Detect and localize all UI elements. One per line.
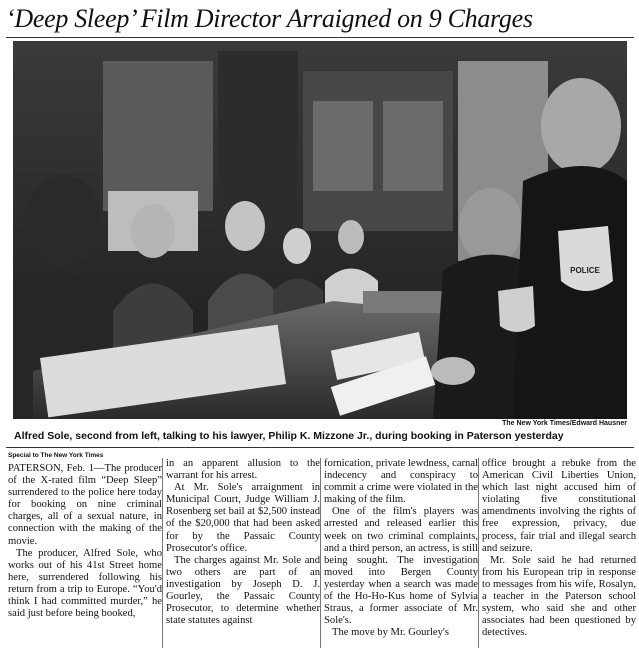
column-divider [162, 458, 163, 648]
photo-credit: The New York Times/Edward Hausner [502, 420, 627, 427]
special-credit: Special to The New York Times [8, 452, 104, 459]
police-patch-text: POLICE [570, 266, 600, 275]
booking-room-photo [13, 41, 627, 419]
article-paragraph: office brought a rebuke from the American Civil Liberties Union, which last night accused him of violating five constitutional amendments involving the rights of free expression, privacy, due process, fair trial and illegal search and seizure. [482, 458, 636, 554]
article-paragraph: PATERSON, Feb. 1—The producer of the X-rated film “Deep Sleep” surrendered to the police here today for booking on nine criminal charges, all of a sexual nature, in connection with the making of the movie. [8, 463, 162, 547]
article-paragraph: The charges against Mr. Sole and two others are part of an investigation by Joseph D. J. Gourley, the Passaic County Prosecutor, to determine whether state statutes against [166, 554, 320, 627]
article-paragraph: At Mr. Sole's arraignment in Municipal Court, Judge William J. Rosenberg set bail at $2,500 instead of the $20,000 that had been asked for by the Passaic County Prosecutor's office. [166, 482, 320, 554]
headline-rule [6, 37, 634, 38]
article-paragraph: in an apparent allusion to the warrant for his arrest. [166, 458, 320, 482]
article-column-2 [166, 458, 320, 648]
article-paragraph: The producer, Alfred Sole, who works out of his 41st Street home here, surrendered following his return from a trip to Europe. “You'd think I had committed murder,” he said just before being booked, [8, 547, 162, 620]
news-photo [13, 41, 627, 419]
article-paragraph: Mr. Sole said he had returned from his European trip in response to messages from his wife, Rosalyn, a teacher in the Paterson school system, who said she and other associates had been questioned by detectives. [482, 554, 636, 639]
article-paragraph: One of the film's players was arrested and released earlier this week on two criminal complaints, and a third person, an actress, is still being sought. The investigation moved into Bergen County yesterday when a search was made of the Ho-Ho-Kus home of Sylvia Straus, a former associate of Mr. Sole's. [324, 506, 478, 627]
article-paragraph: fornication, private lewdness, carnal indecency and conspiracy to commit a crime were violated in the making of the film. [324, 458, 478, 506]
headline: ‘Deep Sleep’ Film Director Arraigned on 9 Charges [6, 4, 533, 33]
column-divider [478, 458, 479, 648]
article-paragraph: The move by Mr. Gourley's [332, 627, 449, 639]
caption-rule [6, 447, 634, 448]
article-column-3 [324, 458, 478, 648]
article-column-4 [482, 458, 636, 648]
photo-caption: Alfred Sole, second from left, talking to his lawyer, Philip K. Mizzone Jr., during booking in Paterson yesterday [14, 430, 564, 442]
article-column-1 [8, 452, 162, 648]
column-divider [320, 458, 321, 648]
